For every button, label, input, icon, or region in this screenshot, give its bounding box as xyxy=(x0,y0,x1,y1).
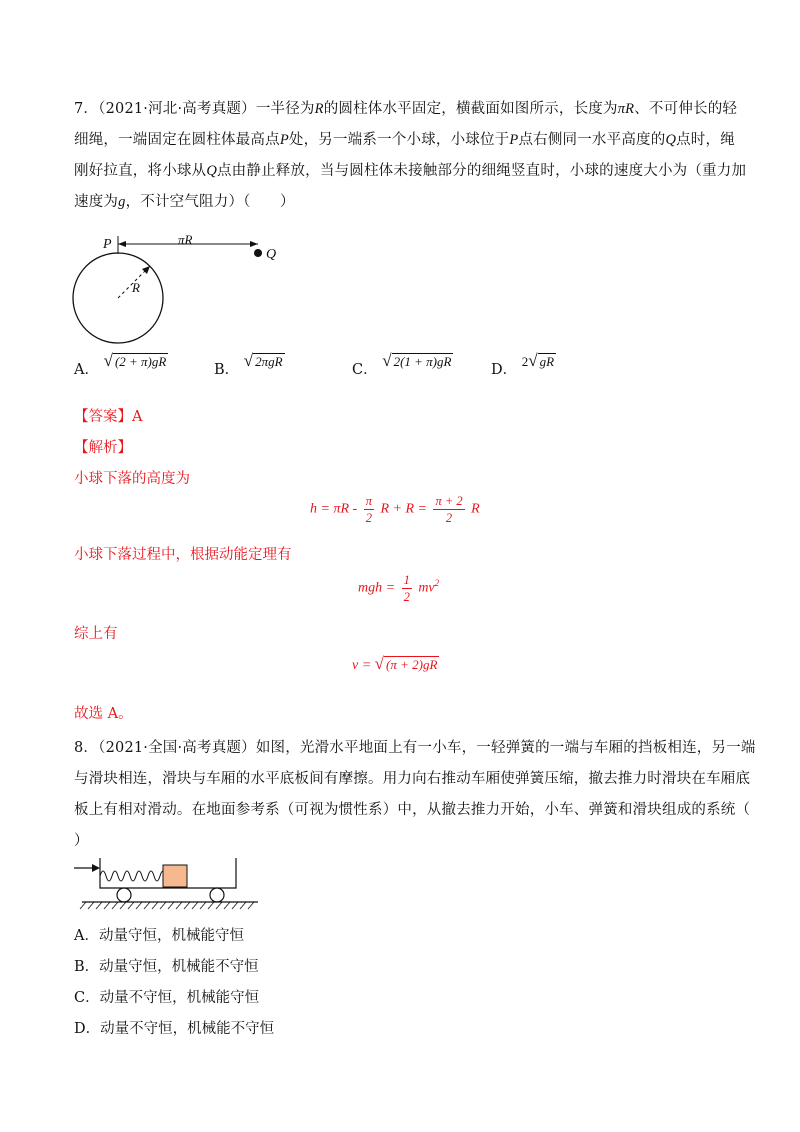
arrow-right-icon xyxy=(250,241,258,247)
option-b[interactable] xyxy=(214,351,285,379)
option-a[interactable]: A．动量守恒，机械能守恒 xyxy=(74,928,244,944)
option-label: A． xyxy=(74,362,99,378)
option-c[interactable] xyxy=(352,351,453,379)
text-run: 点时，绳 xyxy=(676,132,735,148)
text-run: 如图，光滑水平地面上有一小车，一轻弹簧的一端与车厢的挡板相连，另一端 xyxy=(255,740,756,756)
superscript: 2 xyxy=(434,578,440,589)
symbol-piR: πR xyxy=(617,101,635,117)
text-run: 点右侧同一水平高度的 xyxy=(518,132,666,148)
eq-part: mgh = xyxy=(358,580,399,596)
equation-energy xyxy=(358,572,439,605)
label-Q: Q xyxy=(266,247,277,262)
fraction xyxy=(433,493,464,526)
spring xyxy=(100,871,166,881)
ground-hatching xyxy=(80,902,254,909)
analysis-text-2: 小球下落过程中，根据动能定理有 xyxy=(74,547,292,563)
question-8-text xyxy=(74,733,756,857)
slider-block xyxy=(163,865,187,887)
text-run: 、不可伸长的轻 xyxy=(634,101,738,117)
cylinder-rope-figure xyxy=(70,230,290,355)
option-label: D． xyxy=(491,362,518,378)
option-radicand: gR xyxy=(539,354,555,369)
option-c[interactable]: C．动量不守恒，机械能守恒 xyxy=(74,990,260,1006)
fraction xyxy=(402,572,412,605)
denominator: 2 xyxy=(445,511,453,525)
eq-part: mv xyxy=(418,580,435,596)
wheel-right xyxy=(210,888,224,902)
text-run: 刚好拉直，将小球从 xyxy=(74,163,207,179)
denominator: 2 xyxy=(365,511,372,525)
sqrt-icon: √ xyxy=(243,351,254,370)
question-number: 8． xyxy=(74,740,99,756)
option-radicand: 2(1 + π)gR xyxy=(393,354,452,369)
symbol-g: g xyxy=(118,194,126,210)
label-R: R xyxy=(132,280,140,295)
option-a[interactable] xyxy=(74,351,168,379)
eq-part: h = πR - xyxy=(310,501,358,517)
question-source: （2021·河北·高考真题） xyxy=(98,101,256,117)
denominator: 2 xyxy=(403,590,410,604)
answer-label: 【答案】A xyxy=(74,409,143,425)
analysis-label: 【解析】 xyxy=(74,440,132,456)
option-radicand: (2 + π)gR xyxy=(114,354,167,369)
option-label: B． xyxy=(214,362,240,378)
sqrt-icon: √ xyxy=(528,351,538,370)
eq-part: R xyxy=(471,501,480,517)
text-run: 板上有相对滑动。在地面参考系（可视为惯性系）中，从撤去推力开始，小车、弹簧和滑块组成的系统（ xyxy=(74,802,751,818)
text-run: ） xyxy=(74,833,89,849)
symbol-R: R xyxy=(314,101,324,117)
text-run: 速度为 xyxy=(74,194,119,210)
text-run: ，不计空气阻力）（ ） xyxy=(125,194,295,210)
label-P: P xyxy=(103,237,112,252)
option-d[interactable]: D．动量不守恒，机械能不守恒 xyxy=(74,1021,275,1037)
analysis-text-1: 小球下落的高度为 xyxy=(74,471,190,487)
text-run: 处，另一端系一个小球，小球位于 xyxy=(288,132,510,148)
text-run: 细绳，一端固定在圆柱体最高点 xyxy=(74,132,280,148)
numerator: π xyxy=(365,494,372,508)
wheel-left xyxy=(117,888,131,902)
analysis-text-4: 故选 A。 xyxy=(74,706,133,722)
radicand: (π + 2)gR xyxy=(386,657,438,672)
eq-part: R + R = xyxy=(380,501,427,517)
option-d[interactable] xyxy=(491,351,556,379)
sqrt-icon: √ xyxy=(374,654,385,673)
arrow-left-icon xyxy=(118,241,126,247)
question-7-text xyxy=(74,94,747,218)
cart-spring-figure xyxy=(72,854,262,914)
option-b[interactable]: B．动量守恒，机械能不守恒 xyxy=(74,959,259,975)
symbol-P: P xyxy=(509,132,519,148)
symbol-Q: Q xyxy=(206,163,217,179)
sqrt-icon: √ xyxy=(103,351,113,370)
text-run: 一半径为 xyxy=(255,101,315,117)
symbol-Q: Q xyxy=(665,132,677,148)
radius-arrow-icon xyxy=(142,266,150,274)
text-run: 的圆柱体水平固定，横截面如图所示，长度为 xyxy=(323,101,618,117)
text-run: 点由静止释放，当与圆柱体未接触部分的细绳竖直时，小球的速度大小为（重力加 xyxy=(216,163,747,179)
sqrt-icon: √ xyxy=(382,351,392,370)
label-piR: πR xyxy=(178,232,193,247)
arrow-right-icon xyxy=(92,864,100,872)
text-run: 与滑块相连，滑块与车厢的水平底板间有摩擦。用力向右推动车厢使弹簧压缩，撤去推力时滑块在车厢底 xyxy=(74,771,751,787)
symbol-P: P xyxy=(279,132,289,148)
question-number: 7． xyxy=(74,101,99,117)
option-radicand: 2πgR xyxy=(255,354,283,369)
question-source: （2021·全国·高考真题） xyxy=(98,740,256,756)
numerator: 1 xyxy=(403,573,410,587)
numerator: π + 2 xyxy=(435,494,463,508)
ball-at-Q xyxy=(254,249,262,257)
analysis-text-3: 综上有 xyxy=(74,626,118,642)
option-label: C． xyxy=(352,362,378,378)
option-coefficient: 2 xyxy=(521,354,529,369)
eq-part: v = xyxy=(352,658,375,673)
fraction xyxy=(364,493,374,526)
equation-height xyxy=(310,493,480,526)
equation-velocity xyxy=(352,654,439,674)
